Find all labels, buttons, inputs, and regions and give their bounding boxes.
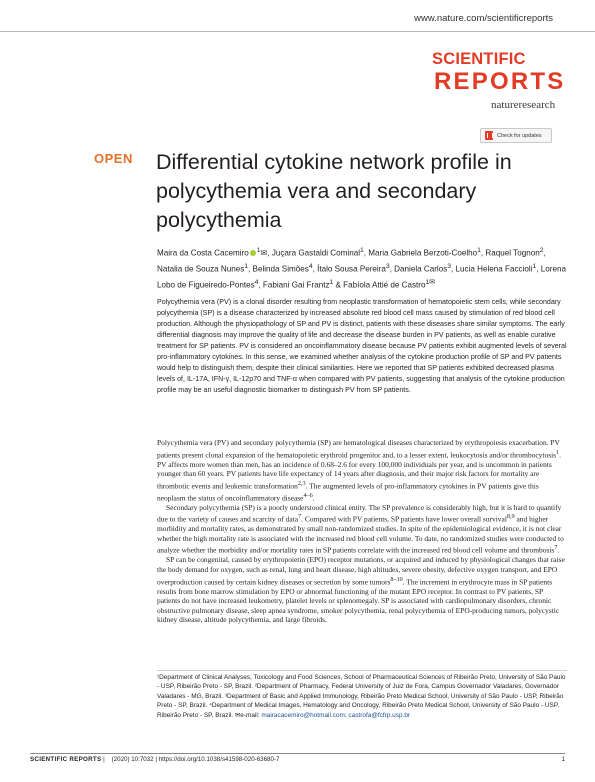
body-text-segment: . (557, 545, 560, 555)
affiliations-divider (157, 670, 567, 671)
publisher-name: natureresearch (491, 99, 556, 111)
author-affiliation: 1 (329, 278, 334, 286)
body-text-segment: SP can be congenital, caused by erythropoietin (EPO) receptor mutations, or acquired and induced by physiological changes that raise the body demand for oxygen, such as renal, lung and heart disease, high altitudes, severe obesity, defective oxygen transport, and EPO overproduction caused by certain kidney diseases or secretion by some tumors (157, 555, 565, 587)
author-name[interactable]: , Fabiani Gai Frantz (258, 280, 330, 290)
reference-link[interactable]: 1 (556, 448, 560, 456)
abstract: Polycythemia vera (PV) is a clonal disorder resulting from neoplastic transformation of hematopoietic stem cells, while secondary polycythemia (SP) is a disease characterized by increased absolute red blood cell mass caused by stimulation of red blood cell production. Although the physiopathology of SP and PV is distinct, patients with these diseases share similar symptoms. The early differential diagnosis may improve the quality of life and decrease the disease burden in PV patients, as well as enable curative treatment for SP patients. PV is considered an oncoinflammatory disease because PV patients exhibit augmented levels of several pro-inflammatory cytokines. In this sense, we examined whether analysis of the cytokine production profile of SP and PV patients would help to distinguish them, despite their clinical similarities. Here we reported that SP patients exhibited decreased plasma levels of, IL-17A, IFN-γ, IL-12p70 and TNF-α when compared with PV patients, suggesting that analysis of the cytokine production profile may be an useful diagnostic biomarker to distinguish PV from SP patients. (157, 298, 567, 395)
body-paragraph (157, 555, 567, 624)
check-for-updates-label: Check for updates (497, 132, 542, 139)
author-name[interactable]: , Natalia de Souza Nunes (157, 248, 546, 274)
author-affiliation: 1 (256, 247, 261, 254)
logo-line-reports: REPORTS (434, 68, 566, 95)
reference-link[interactable]: 8–10 (390, 575, 403, 583)
author-affiliation: 2 (539, 247, 544, 254)
author-name[interactable]: , Belinda Simões (248, 264, 309, 274)
header-divider (0, 31, 595, 32)
body-text-segment: Secondary polycythemia (SP) is a poorly understood clinical entity. The SP prevalence is considerably high, but it is hard to quantify due to the variety of causes and scarcity of data (157, 502, 562, 524)
body-text-segment: . The increment in erythrocyte mass in SP patients results from bone marrow stimulation by EPO or abnormal functioning of the mutant EPO receptor. In contrast to PV patients, SP patients do not have increased leukometry, platelet levels or splenomegaly. SP is associated with cardiopulmonary disorders, chronic obstructive pulmonary disease, sleep apnea syndrome, smoker polycythemia, renal polycythemia of EPO-producing tumors, polycystic kidney disease, altitude polycythemia, and large fibroids. (157, 577, 560, 625)
reference-link[interactable]: 2,3 (297, 479, 306, 487)
author-affiliation: 1 (244, 262, 249, 270)
author-name[interactable]: , Daniela Carlos (389, 264, 448, 274)
reference-link[interactable]: 4–6 (303, 491, 313, 499)
body-text-segment: . Compared with PV patients, SP patients have lower overall survival (301, 514, 507, 524)
logo-line-scientific: SCIENTIFIC (432, 50, 526, 68)
author-name[interactable]: , Maria Gabriela Berzoti-Coelho (363, 248, 478, 258)
header-bar (0, 8, 595, 30)
body-text-segment: . The augmented levels of pro-inflammatory cytokines in PV patients give this neoplasm the status of oncoinflammatory disease (157, 481, 539, 503)
author-affiliation: 3 (385, 262, 390, 270)
affiliations (157, 673, 567, 720)
article-body (157, 438, 567, 625)
body-text-segment: Polycythemia vera (PV) and secondary polycythemia (SP) are hematological diseases characterized by erythropoiesis exacerbation. PV patients present clonal expansion of the hematopoietic erythroid progenitor and, to a lesser extent, leukocytosis and/or thrombocytosis (157, 438, 560, 460)
body-paragraph (157, 503, 567, 556)
author-affiliation: 1 (477, 247, 481, 254)
mail-icon[interactable]: ✉ (260, 248, 268, 258)
orcid-icon[interactable] (250, 250, 256, 256)
author-name[interactable]: , Raquel Tognon (480, 248, 540, 258)
footer-divider (30, 753, 565, 754)
footer-citation: (2020) 10:7032 (111, 756, 154, 763)
page-number: 1 (561, 756, 565, 763)
affiliations-text: ¹Department of Clinical Analyses, Toxicology and Food Sciences, School of Pharmaceutical Sciences of Ribeirão Preto, University of São Paulo - USP, Ribeirão Preto - SP, Brazil. ²Department of Pharmacy, Federal University of Juiz de Fora, Campus Governador Valadares, Governador Valadares - MG, Brazil. ³Department of Basic and Applied Immunology, Ribeirão Preto Medical School, University of São Paulo - USP, Ribeirão Preto - SP, Brazil. ⁴Department of Medical Images, Hematology and Oncology, Ribeirão Preto Medical School, University of São Paulo - USP, Ribeirão Preto - SP, Brazil. ✉e-mail: (157, 674, 566, 719)
author-affiliation: 4 (254, 278, 259, 286)
author-list (157, 244, 567, 292)
author-affiliation: 1 (532, 262, 537, 270)
author-affiliation: 3 (447, 262, 452, 270)
author-name[interactable]: , Juçara Gastaldi Cominal (267, 248, 360, 258)
check-updates-icon (485, 131, 493, 140)
reference-link[interactable]: 8,9 (506, 513, 515, 521)
body-paragraph (157, 438, 567, 503)
author-name[interactable]: & Fabíola Attié de Castro (333, 280, 426, 290)
footer-separator: | (101, 756, 105, 763)
author-affiliation: 4 (308, 262, 313, 270)
open-access-label: OPEN (94, 151, 133, 166)
page-footer (30, 756, 565, 763)
author-affiliation: 1✉ (425, 278, 435, 286)
footer-doi-link[interactable]: | https://doi.org/10.1038/s41598-020-63680-7 (153, 756, 280, 763)
body-text-segment: . (312, 493, 315, 503)
author-name[interactable]: , Lorena Lobo de Figueiredo-Pontes (157, 264, 566, 290)
author-affiliation: 1 (360, 247, 364, 254)
check-for-updates-button[interactable] (480, 128, 552, 143)
article-title: Differential cytokine network profile in polycythemia vera and secondary polycythemia (156, 150, 512, 232)
reference-link[interactable]: 7 (298, 513, 302, 521)
journal-url[interactable]: www.nature.com/scientificreports (414, 13, 553, 24)
author-name[interactable]: , Ítalo Sousa Pereira (312, 264, 386, 274)
author-name[interactable]: , Lucia Helena Faccioli (451, 264, 533, 274)
author-name[interactable]: Maira da Costa Cacemiro (157, 248, 249, 258)
email-links[interactable]: mairacacemiro@hotmail.com; castrofa@fcfrp.usp.br (261, 711, 411, 719)
footer-journal-name: SCIENTIFIC REPORTS (30, 756, 102, 763)
body-text-segment: and higher morbidity and mortality rates, as demonstrated by small non-randomized studies. In spite of the epidemiological evidence, it is not clear whether the high mortality rate is associated with the increased red blood cell volume. To date, no randomized studies were conducted to analyze whether the morbidity and/or mortality rates in SP patients correlate with the increased red blood cell volume and thrombosis (157, 514, 564, 555)
reference-link[interactable]: 7 (554, 544, 558, 552)
body-text-segment: . PV affects more women than men, has an incidence of 0.68–2.6 for every 100,000 individuals per year, and is uncommon in patients younger than 60 years. PV patients have life expectancy of 14 years after diagnosis, and their major risk factors for mortality are thrombotic events and leukemic transformation (157, 450, 561, 491)
